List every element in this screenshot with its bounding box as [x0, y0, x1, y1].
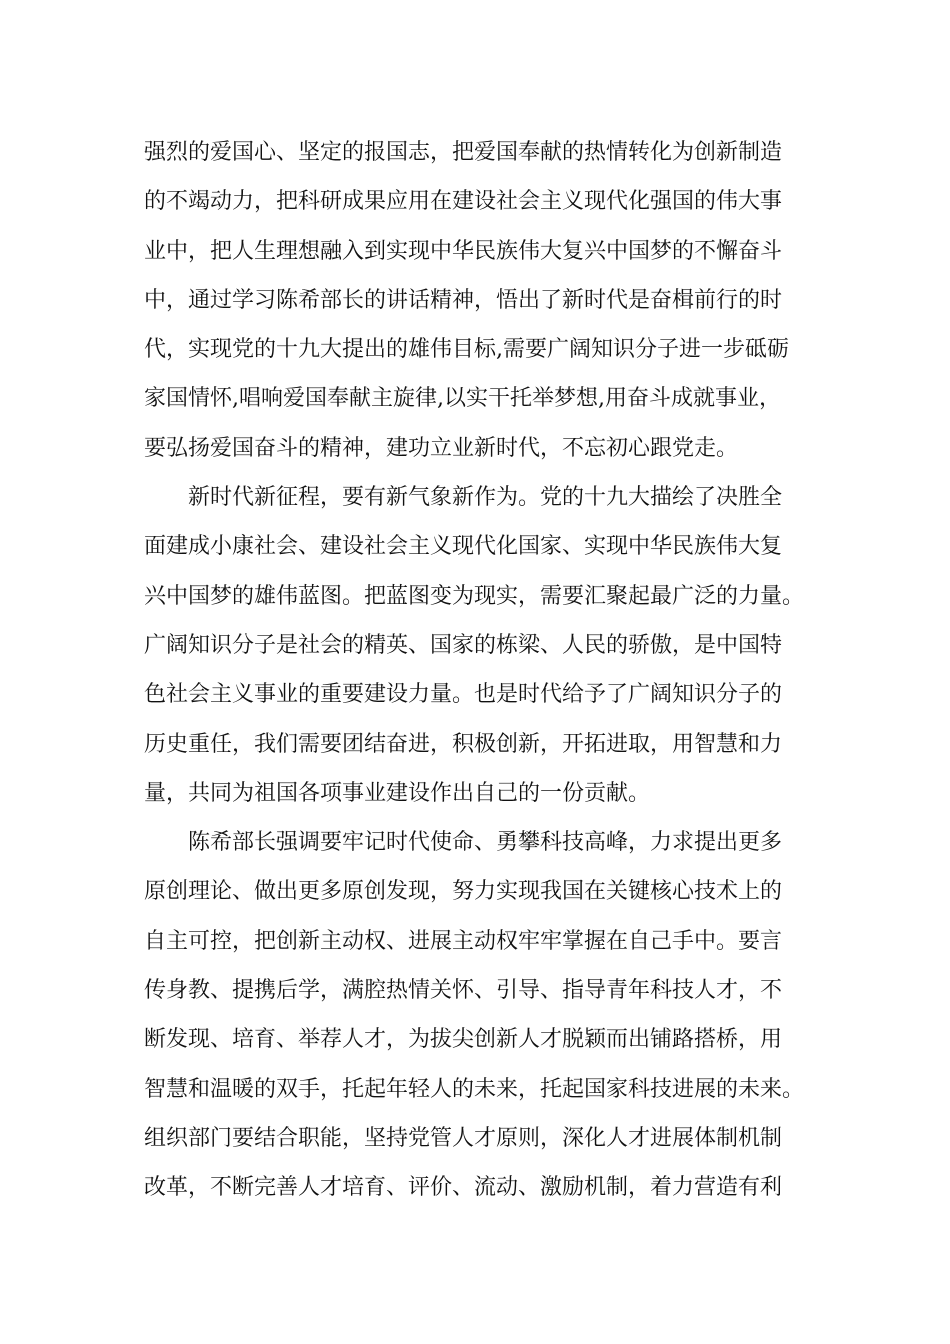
text-line: 历史重任，我们需要团结奋进，积极创新，开拓进取，用智慧和力 [144, 731, 783, 757]
body-text [144, 128, 814, 1213]
text-line: 面建成小康社会、建设社会主义现代化国家、实现中华民族伟大复 [144, 534, 783, 560]
text-line: 业中，把人生理想融入到实现中华民族伟大复兴中国梦的不懈奋斗 [144, 238, 783, 264]
text-line: 组织部门要结合职能，坚持党管人才原则，深化人才进展体制机制 [144, 1125, 783, 1151]
text-line: 量，共同为祖国各项事业建设作出自己的一份贡献。 [144, 780, 651, 806]
text-line: 自主可控，把创新主动权、进展主动权牢牢掌握在自己手中。要言 [144, 928, 783, 954]
text-line: 广阔知识分子是社会的精英、国家的栋梁、人民的骄傲，是中国特 [144, 632, 783, 658]
text-line: 要弘扬爱国奋斗的精神，建功立业新时代，不忘初心跟党走。 [144, 435, 739, 461]
paragraph-start-line: 陈希部长强调要牢记时代使命、勇攀科技高峰，力求提出更多 [144, 830, 783, 856]
text-line: 代，实现党的十九大提出的雄伟目标,需要广阔知识分子进一步砥砺 [144, 337, 789, 363]
text-line: 的不竭动力，把科研成果应用在建设社会主义现代化强国的伟大事 [144, 189, 783, 215]
text-line: 强烈的爱国心、坚定的报国志，把爱国奉献的热情转化为创新制造 [144, 140, 783, 165]
text-line: 传身教、提携后学，满腔热情关怀、引导、指导青年科技人才，不 [144, 978, 783, 1004]
paragraph-start-line: 新时代新征程，要有新气象新作为。党的十九大描绘了决胜全 [144, 485, 783, 511]
text-line: 智慧和温暖的双手，托起年轻人的未来，托起国家科技进展的未来。 [144, 1076, 805, 1102]
text-line: 兴中国梦的雄伟蓝图。把蓝图变为现实，需要汇聚起最广泛的力量。 [144, 583, 805, 609]
text-line: 色社会主义事业的重要建设力量。也是时代给予了广阔知识分子的 [144, 682, 783, 708]
text-line: 中，通过学习陈希部长的讲话精神，悟出了新时代是奋楫前行的时 [144, 287, 783, 313]
text-line: 改革，不断完善人才培育、评价、流动、激励机制，着力营造有利 [144, 1175, 783, 1201]
text-line: 断发现、培育、举荐人才，为拔尖创新人才脱颖而出铺路搭桥，用 [144, 1027, 783, 1053]
text-line: 原创理论、做出更多原创发现，努力实现我国在关键核心技术上的 [144, 879, 783, 905]
text-line: 家国情怀,唱响爱国奉献主旋律,以实干托举梦想,用奋斗成就事业， [144, 386, 781, 412]
